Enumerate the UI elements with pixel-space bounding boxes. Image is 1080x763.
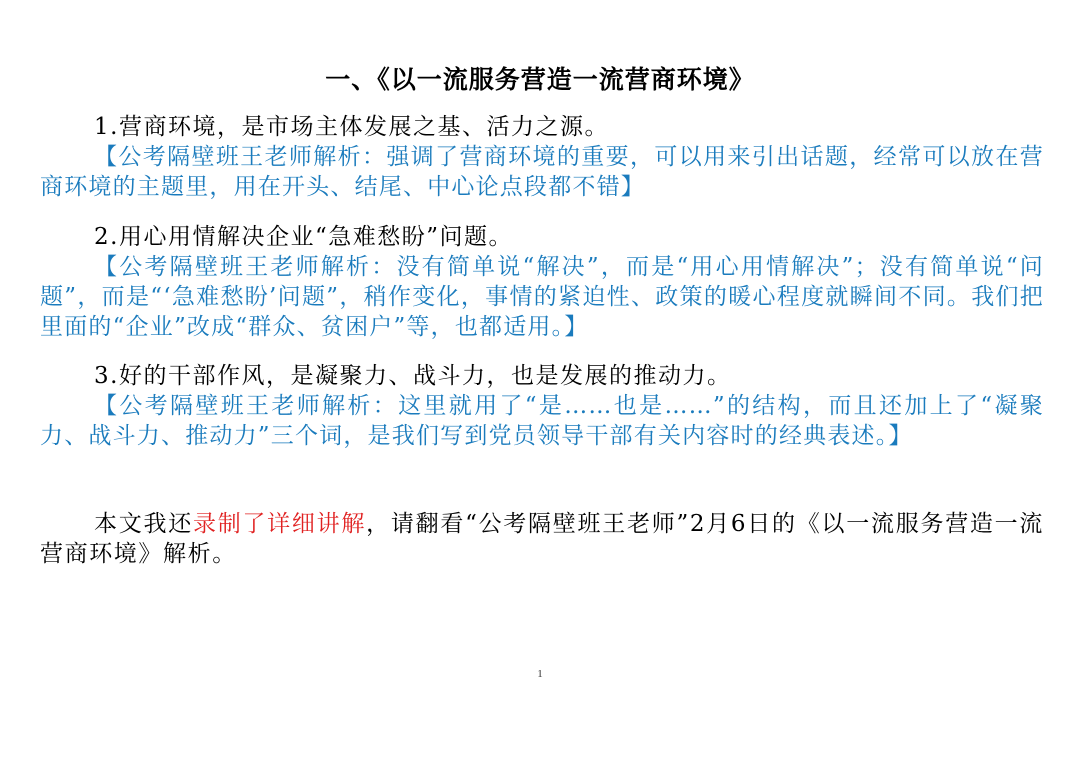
outro-after: ，请翻看“公考隔壁班王老师”2月6日的《以一流服务营造一流营商环境》解析。 — [40, 511, 1045, 567]
point-3-text: 3.好的干部作风，是凝聚力、战斗力，也是发展的推动力。 — [94, 363, 732, 389]
point-2-text: 2.用心用情解决企业“急难愁盼”问题。 — [94, 224, 513, 250]
point-2-analysis: 【公考隔壁班王老师解析：没有简单说“解决”，而是“用心用情解决”；没有简单说“问题”，而是“‘急难愁盼’问题”，稍作变化，事情的紧迫性、政策的暖心程度就瞬间不同。我们把里面的“企业”改成“群众、贫困户”等，也都适用。】 — [40, 254, 1044, 340]
point-3-analysis: 【公考隔壁班王老师解析：这里就用了“是……也是……”的结构，而且还加上了“凝聚力、战斗力、推动力”三个词，是我们写到党员领导干部有关内容时的经典表述。】 — [40, 393, 1044, 449]
page-number: 1 — [537, 668, 543, 680]
outro-block — [40, 509, 1044, 569]
point-2-block — [40, 222, 1044, 342]
outro-paragraph — [40, 509, 1044, 569]
point-1-block — [40, 112, 1044, 202]
point-1-analysis: 【公考隔壁班王老师解析：强调了营商环境的重要，可以用来引出话题，经常可以放在营商环境的主题里，用在开头、结尾、中心论点段都不错】 — [40, 144, 1044, 200]
outro-before: 本文我还 — [94, 511, 193, 537]
document-title: 一、《以一流服务营造一流营商环境》 — [325, 65, 755, 94]
point-3-block — [40, 361, 1044, 451]
point-1-text: 1.营商环境，是市场主体发展之基、活力之源。 — [94, 114, 609, 140]
outro-highlight: 录制了详细讲解 — [192, 511, 367, 537]
